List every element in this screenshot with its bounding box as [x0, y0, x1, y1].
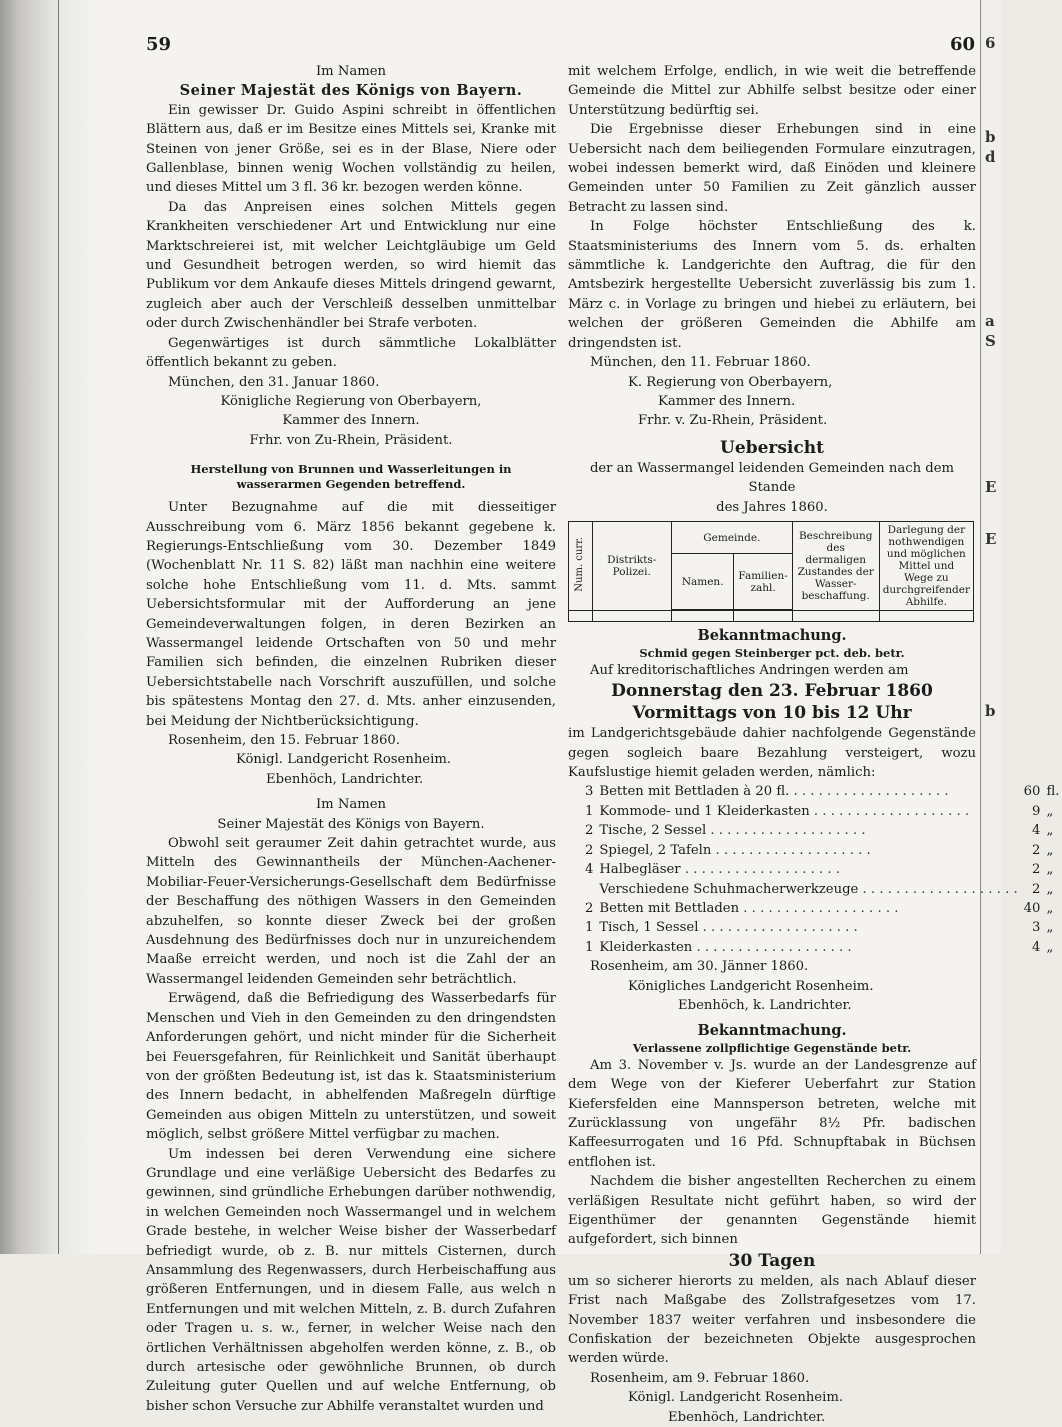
customs-title: Bekanntmachung.	[697, 1022, 847, 1040]
customs-subtitle: Verlassene zollpflichtige Gegenstände betr.	[632, 1040, 912, 1055]
next-page-letter: E	[985, 530, 997, 548]
auction-item-qty: 1	[585, 920, 594, 936]
auction-item-row	[582, 841, 1062, 860]
auction-item-desc: Halbegläser . . . . . . . . . . . . . . . . . . .	[599, 862, 840, 878]
auction-item-row	[582, 938, 1062, 957]
auction-item-desc: Betten mit Bettladen . . . . . . . . . . . . . . . . . . .	[599, 900, 899, 916]
notice2-authority: Königl. Landgericht Rosenheim.	[236, 752, 452, 768]
auction-item-unit: „	[1046, 823, 1054, 839]
auction-item-unit: „	[1046, 920, 1054, 936]
notice1-paragraph: Ein gewisser Dr. Guido Aspini schreibt in öffentlichen Blättern aus, daß er im Besitze eines Mittels sei, Kranke mit Steinen von jener Größe, sei es in der Blase, Niere oder Gallenblase, binnen wenig Wochen vollständig zu heilen, und dieses Mittel um 3 fl. 36 kr. bezogen werden könne.	[146, 102, 556, 196]
auction-item-value: 2	[1032, 862, 1041, 878]
notice1-signature: Frhr. von Zu-Rhein, Präsident.	[249, 432, 453, 448]
auction-item-row	[582, 918, 1062, 937]
auction-item-unit: „	[1046, 803, 1054, 819]
notice3-authority-dept: Kammer des Innern.	[658, 393, 796, 409]
overview-col-names: Namen.	[671, 554, 733, 610]
auction-item-value: 60	[1023, 784, 1041, 800]
notice1-date: München, den 31. Januar 1860.	[168, 374, 380, 390]
auction-item-row	[582, 880, 1062, 899]
overview-col-families: Familien-zahl.	[734, 554, 792, 610]
customs-authority: Königl. Landgericht Rosenheim.	[628, 1390, 844, 1406]
next-page-letter: a	[985, 312, 995, 330]
notice3-continuation: mit welchem Erfolge, endlich, in wie weit die betreffende Gemeinde die Mittel zur Abhilfe selbst besitze oder einer Unterstützung bedürftig sei.	[568, 64, 976, 118]
overview-subtitle: der an Wassermangel leidenden Gemeinden nach dem Stande	[589, 460, 955, 496]
notice3-paragraph: Erwägend, daß die Befriedigung des Wasserbedarfs für Menschen und Vieh in den Gemeinden zu den dringendsten Anforderungen gehört, und nicht minder für die Sicherheit bei Feuersgefahren, für Reinlichkeit und Sanität überhaupt von der größten Bedeutung ist, ist das k. Staatsministerium des Innern bedacht, in abhelfenden Maßregeln dürftige Gemeinden aus obigen Mitteln zu unterstützen, und soweit möglich, selbst größere Mittel verfügbar zu machen.	[146, 991, 556, 1143]
auction-item-value: 3	[1032, 920, 1041, 936]
page-number-right: 60	[950, 34, 976, 55]
auction-date: Donnerstag den 23. Februar 1860	[611, 681, 933, 702]
notice3-date: München, den 11. Februar 1860.	[590, 355, 811, 371]
auction-item-value: 40	[1023, 900, 1041, 916]
notice2-date: Rosenheim, den 15. Februar 1860.	[168, 733, 401, 748]
auction-item-unit: „	[1046, 881, 1054, 897]
auction-item-unit: „	[1046, 900, 1054, 916]
auction-item-qty: 2	[585, 823, 594, 839]
auction-item-desc: Kleiderkasten . . . . . . . . . . . . . . . . . . .	[599, 939, 852, 955]
auction-date-line: Rosenheim, am 30. Jänner 1860.	[590, 959, 809, 975]
auction-item-desc: Kommode- und 1 Kleiderkasten . . . . . . . . . . . . . . . . . . .	[599, 803, 970, 819]
auction-item-unit: „	[1046, 939, 1054, 955]
customs-paragraph: Nachdem die bisher angestellten Recherchen zu einem verläßigen Resultate nicht geführt haben, so wird der Eigenthümer der genannten Gegenstände hiemit aufgefordert, sich binnen	[568, 1174, 976, 1248]
overview-empty-row	[569, 610, 974, 622]
overview-subtitle: des Jahres 1860.	[716, 499, 828, 515]
customs-deadline: 30 Tagen	[728, 1250, 816, 1271]
auction-signature: Ebenhöch, k. Landrichter.	[678, 997, 852, 1013]
overview-col-gemeinde: Gemeinde.	[671, 521, 792, 554]
customs-paragraph: um so sicherer hierorts zu melden, als nach Ablauf dieser Frist nach Maßgabe des Zollstrafgesetzes vom 17. November 1837 weiter verfahren und insbesondere die Confiskation der bezeichneten Objekte ausgesprochen werden würde.	[568, 1273, 976, 1367]
auction-item-qty: 4	[585, 862, 594, 878]
auction-subtitle: Schmid gegen Steinberger pct. deb. betr.	[639, 645, 905, 660]
next-page-letter: b	[985, 128, 996, 146]
notice1-heading-1: Im Namen	[315, 64, 387, 79]
next-page-letter: E	[985, 478, 997, 496]
auction-item-desc: Tisch, 1 Sessel . . . . . . . . . . . . . . . . . . .	[599, 920, 858, 936]
page-number-left: 59	[146, 34, 172, 55]
overview-col-description: Beschreibung des dermaligen Zustandes der Wasser-beschaffung.	[792, 521, 879, 610]
customs-date: Rosenheim, am 9. Februar 1860.	[590, 1370, 810, 1386]
overview-title: Uebersicht	[720, 437, 824, 458]
auction-item-row	[582, 899, 1062, 918]
auction-item-row	[582, 860, 1062, 879]
auction-item-row	[582, 782, 1062, 801]
notice3-paragraph: Obwohl seit geraumer Zeit dahin getrachtet wurde, aus Mitteln des Gewinnantheils der München-Aachener-Mobiliar-Feuer-Versicherungs-Gesellschaft dem Bedürfnisse der Beschaffung des nöthigen Wassers in den Gemeinden abzuhelfen, so konnte dieser Zweck bei der großen Ausdehnung des Bedürfnisses doch nur in unzureichendem Maaße erreicht werden, und noch ist die Zahl der an Wassermangel leidenden Gemeinden sehr beträchtlich.	[146, 836, 556, 987]
auction-authority: Königliches Landgericht Rosenheim.	[628, 978, 874, 994]
notice2-title: Herstellung von Brunnen und Wasserleitungen in wasserarmen Gegenden betreffend.	[190, 462, 512, 492]
auction-intro: Auf kreditorischaftliches Andringen werden am	[590, 662, 909, 678]
auction-item-qty: 3	[585, 784, 594, 800]
notice2-signature: Ebenhöch, Landrichter.	[266, 771, 424, 787]
notice2-paragraph: Unter Bezugnahme auf die mit diesseitiger Ausschreibung vom 6. März 1856 bekannt gegebene k. Regierungs-Entschließung vom 30. Dezember 1849 (Wochenblatt Nr. 11 S. 82) läßt man nachhin eine weitere solche hohe Entschließung vom 11. d. Mts. sammt Uebersichtsformular mit der Aufforderung an jene Gemeindeverwaltungen folgen, in deren Bezirken an Wassermangel leidende Ortschaften von 50 und mehr Familien sich befinden, die einzelnen Rubriken dieser Uebersichtstabelle nach Vorschrift auszufüllen, und solche bis spätestens Montag den 27. d. Mts. anher einzusenden, bei Meidung der Nichtberücksichtigung.	[146, 500, 556, 729]
overview-col-district: Distrikts-Polizei.	[592, 521, 671, 610]
auction-item-unit: fl.	[1046, 784, 1060, 800]
notice3-paragraph: Die Ergebnisse dieser Erhebungen sind in eine Uebersicht nach dem beiliegenden Formulare einzutragen, wobei indessen bemerkt wird, daß Einöden und kleinere Gemeinden unter 50 Familien zu Zeit gänzlich ausser Betracht zu lassen sind.	[568, 122, 976, 215]
auction-item-unit: „	[1046, 862, 1054, 878]
notice3-signature: Frhr. v. Zu-Rhein, Präsident.	[638, 413, 828, 429]
notice3-authority: K. Regierung von Oberbayern,	[628, 374, 833, 390]
auction-item-unit: „	[1046, 842, 1054, 858]
next-page-letter: d	[985, 148, 996, 166]
auction-item-qty: 2	[585, 842, 594, 858]
auction-item-value: 4	[1032, 939, 1041, 955]
auction-item-value: 2	[1032, 842, 1041, 858]
auction-items	[582, 782, 1062, 957]
auction-item-desc: Tische, 2 Sessel . . . . . . . . . . . . . . . . . . .	[599, 823, 866, 839]
notice3-heading-2: Seiner Majestät des Königs von Bayern.	[217, 816, 485, 832]
next-page-letter: b	[985, 702, 996, 720]
customs-paragraph: Am 3. November v. Js. wurde an der Landesgrenze auf dem Wege von der Kieferer Ueberfahrt zur Station Kiefersfelden eine Mannsperson betreten, welche mit Zurücklassung von ungefähr 8½ Pfr. badischen Kaffeesurrogaten und 16 Pfd. Schnupftabak in Büchsen entflohen ist.	[568, 1057, 976, 1170]
auction-item-desc: Spiegel, 2 Tafeln . . . . . . . . . . . . . . . . . . .	[599, 842, 871, 858]
overview-col-remedy: Darlegung der nothwendigen und möglichen Mittel und Wege zu durchgreifender Abhilfe.	[879, 521, 973, 610]
auction-item-value: 2	[1032, 881, 1041, 897]
page-edge-line	[58, 0, 59, 1254]
notice3-heading-1: Im Namen	[315, 797, 387, 813]
auction-item-row	[582, 802, 1062, 821]
next-page-edge	[980, 0, 1001, 1254]
auction-item-value: 4	[1032, 823, 1041, 839]
notice3-paragraph: Um indessen bei deren Verwendung eine sichere Grundlage und eine verläßige Uebersicht des Bedarfes zu gewinnen, sind gründliche Erhebungen darüber nothwendig, in welchen Gemeinden noch Wassermangel und in welchem Grade bestehe, in welcher Weise bisher der Wasserbedarf befriedigt wurde, ob z. B. nur mittels Cisternen, durch Ansammlung des Regenwassers, durch Herbeischaffung aus größeren Entfernungen, und in diesem Falle, aus welch n Entfernungen und mit welchen Mitteln, z. B. durch Zufahren oder Tragen u. s. w., ferner, in welcher Weise nach den örtlichen Verhältnissen abgeholfen werden könne, z. B., ob durch artesische oder gewöhnliche Brunnen, ob durch Zuleitung guter Quellen und auf welche Entfernung, ob bisher schon Versuche zur Abhilfe veranstaltet wurden und	[146, 1146, 556, 1414]
auction-item-qty: 2	[585, 900, 594, 916]
customs-signature: Ebenhöch, Landrichter.	[668, 1409, 826, 1425]
notice1-authority: Königliche Regierung von Oberbayern,	[220, 393, 482, 409]
auction-item-qty: 1	[585, 939, 594, 955]
overview-col-number: Num. curr.	[569, 521, 593, 610]
auction-item-qty: 1	[585, 803, 594, 819]
notice1-paragraph: Da das Anpreisen eines solchen Mittels gegen Krankheiten verschiedener Art und Entwicklung nur eine Marktschreierei ist, mit welcher Leichtgläubige um Geld und Gesundheit betrogen werden, so wird hiemit das Publikum vor dem Ankaufe dieses Mittels dringend gewarnt, zugleich aber auch der Verschleiß desselben unmittelbar oder durch Zwischenhändler bei Strafe verboten.	[146, 199, 556, 332]
auction-item-desc: Verschiedene Schuhmacherwerkzeuge . . . . . . . . . . . . . . . . . . .	[599, 881, 1018, 897]
overview-form-table	[568, 521, 974, 623]
auction-title: Bekanntmachung.	[697, 627, 847, 645]
auction-time: Vormittags von 10 bis 12 Uhr	[632, 703, 912, 724]
auction-item-desc: Betten mit Bettladen à 20 fl. . . . . . . . . . . . . . . . . . . .	[599, 784, 949, 800]
notice1-paragraph: Gegenwärtiges ist durch sämmtliche Lokalblätter öffentlich bekannt zu geben.	[146, 335, 556, 371]
auction-item-row	[582, 821, 1062, 840]
next-page-letter: 6	[985, 34, 996, 52]
notice1-heading-2: Seiner Majestät des Königs von Bayern.	[179, 82, 523, 100]
right-column	[568, 62, 1060, 1427]
auction-item-qty	[582, 880, 596, 899]
next-page-letter: S	[985, 332, 996, 350]
book-spine-shadow	[0, 0, 96, 1254]
notice1-authority-dept: Kammer des Innern.	[282, 413, 420, 429]
auction-paragraph: im Landgerichtsgebäude dahier nachfolgende Gegenstände gegen sogleich baare Bezahlung versteigert, wozu Kaufslustige hiemit geladen werden, nämlich:	[568, 726, 976, 781]
notice3-paragraph: In Folge höchster Entschließung des k. Staatsministeriums des Innern vom 5. ds. erhalten sämmtliche k. Landgerichte den Auftrag, die für den Amtsbezirk hergestellte Uebersicht zuverlässig bis zum 1. März c. in Vorlage zu bringen und hiebei zu erläutern, bei welchen der größeren Gemeinden die Abhilfe am dringendsten ist.	[568, 219, 976, 351]
left-column	[146, 62, 556, 1416]
auction-item-value: 9	[1032, 803, 1041, 819]
